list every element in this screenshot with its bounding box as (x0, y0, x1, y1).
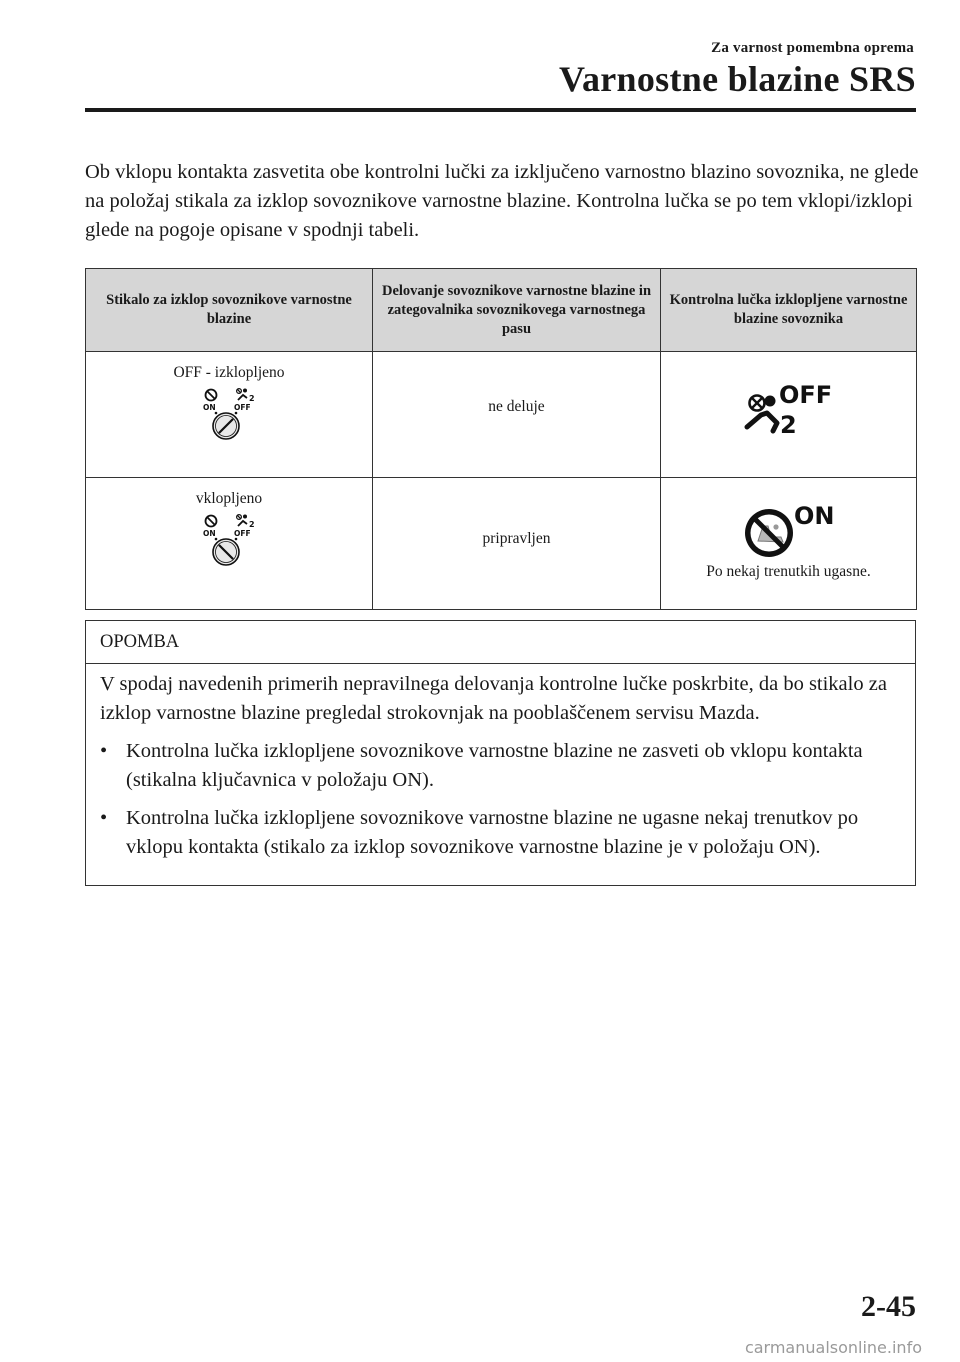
table-header-indicator: Kontrolna lučka izklopljene varnostne blazine sovoznika (661, 269, 917, 352)
operation-status: pripravljen (482, 530, 551, 547)
intro-paragraph: Ob vklopu kontakta zasvetita obe kontrolni lučki za izključeno varnostno blazino sovoznika, ne glede na položaj stikala za izklop sovoznikove varnostne blazine. Kontrolna lučka se po tem vklopi/izklopi glede na pogoje opisane v spodnji tabeli. (85, 161, 919, 241)
table-row (86, 478, 917, 610)
switch-on-label: ON (203, 529, 216, 538)
airbag-on-indicator-icon (739, 501, 839, 561)
bullet-icon: • (100, 740, 108, 762)
airbag-off-indicator-icon (739, 377, 839, 439)
operation-cell (373, 352, 661, 478)
note-title: OPOMBA (86, 621, 915, 664)
switch-state-label: vklopljeno (195, 490, 263, 507)
page-number: 2-45 (861, 1290, 916, 1323)
switch-off-label: OFF (234, 529, 251, 538)
indicator-on-label: ON (793, 502, 834, 530)
watermark: carmanualsonline.info (744, 1338, 922, 1357)
header-divider (85, 108, 916, 112)
switch-on-label: ON (203, 403, 216, 412)
operation-cell (373, 478, 661, 610)
airbag-status-table (85, 268, 917, 610)
table-header-operation: Delovanje sovoznikove varnostne blazine in zategovalnika sovoznikovega varnostnega pasu (373, 269, 661, 352)
switch-state-label: OFF - izklopljeno (173, 364, 285, 381)
list-item (100, 804, 901, 862)
note-bullet-text: Kontrolna lučka izklopljene sovoznikove varnostne blazine ne ugasne nekaj trenutkov po vklopu kontakta (stikalo za izklop sovoznikove varnostne blazine je v položaju ON). (126, 807, 859, 858)
key-switch-on-icon (194, 512, 264, 568)
indicator-seat-number: 2 (779, 411, 797, 439)
indicator-cell (661, 352, 917, 478)
operation-status: ne deluje (488, 398, 545, 415)
switch-cell (86, 478, 373, 610)
table-header-row (86, 269, 917, 352)
table-row (86, 352, 917, 478)
note-body (86, 664, 915, 862)
note-box (85, 620, 916, 886)
indicator-off-label: OFF (778, 381, 832, 409)
bullet-icon: • (100, 807, 108, 829)
indicator-caption: Po nekaj trenutkih ugasne. (706, 563, 871, 580)
section-title: Za varnost pomembna oprema (711, 40, 914, 56)
table-header-switch: Stikalo za izklop sovoznikove varnostne blazine (86, 269, 373, 352)
note-bullet-text: Kontrolna lučka izklopljene sovoznikove varnostne blazine ne zasveti ob vklopu kontakta (stikalna ključavnica v položaju ON). (126, 740, 863, 791)
list-item (100, 737, 901, 795)
switch-off-label: OFF (234, 403, 251, 412)
seat-number-label: 2 (249, 520, 255, 529)
page-title: Varnostne blazine SRS (558, 59, 916, 99)
switch-cell (86, 352, 373, 478)
note-text: V spodaj navedenih primerih nepravilnega delovanja kontrolne lučke poskrbite, da bo stikalo za izklop varnostne blazine pregledal strokovnjak na pooblaščenem servisu Mazda. (100, 673, 887, 724)
indicator-cell (661, 478, 917, 610)
key-switch-off-icon (194, 386, 264, 442)
seat-number-label: 2 (249, 394, 255, 403)
